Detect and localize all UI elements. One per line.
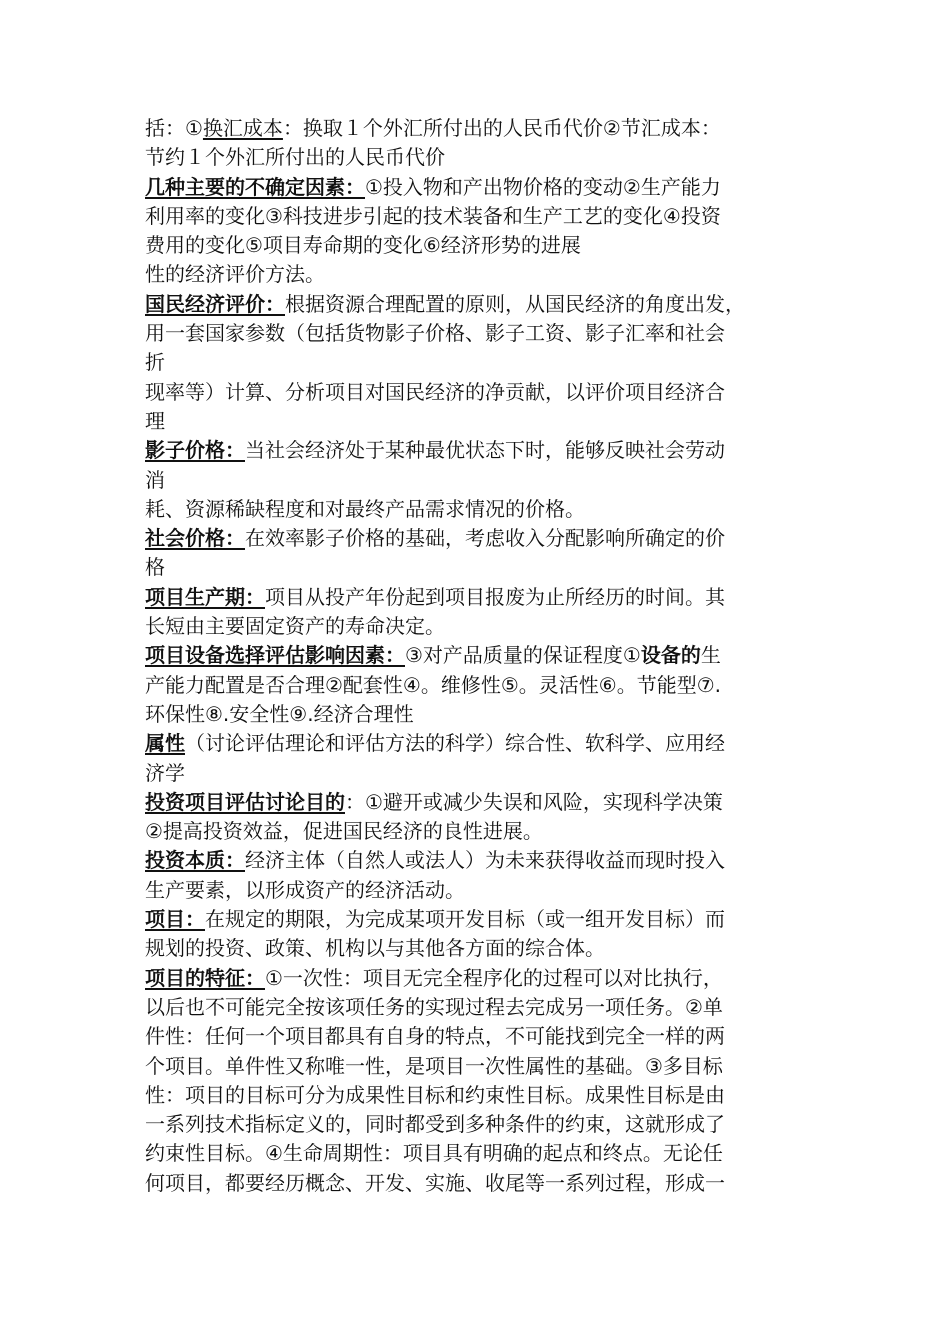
text-line: [145, 905, 810, 934]
text-line: [145, 290, 810, 319]
text-line: [145, 202, 810, 231]
text-segment: 规划的投资、政策、机构以与其他各方面的综合体。: [145, 936, 605, 961]
text-segment: 以后也不可能完全按该项任务的实现过程去完成另一项任务。②单: [145, 994, 723, 1019]
text-line: [145, 993, 810, 1022]
text-line: [145, 934, 810, 963]
text-line: [145, 1052, 810, 1081]
text-segment: 约束性目标。④生命周期性：项目具有明确的起点和终点。无论任: [145, 1141, 723, 1166]
text-segment: 现率等）计算、分析项目对国民经济的净贡献，以评价项目经济合: [145, 379, 725, 404]
text-line: [145, 788, 810, 817]
text-line: [145, 114, 810, 143]
text-segment: ①投入物和产出物价格的变动②生产能力: [365, 174, 721, 199]
text-line: [145, 641, 810, 670]
text-segment: ：换取１个外汇所付出的人民币代价②节汇成本：: [282, 116, 721, 140]
text-segment: 一系列技术指标定义的，同时都受到多种条件的约束，这就形成了: [145, 1112, 725, 1137]
text-segment: ：①避开或减少失误和风险，实现科学决策: [345, 789, 723, 814]
text-segment: 在效率影子价格的基础，考虑收入分配影响所确定的价: [245, 526, 725, 551]
text-segment: 当社会经济处于某种最优状态下时，能够反映社会劳动: [245, 438, 725, 463]
term-heading: 投资本质：: [145, 848, 245, 873]
text-line: [145, 173, 810, 202]
text-line: [145, 964, 810, 993]
term-heading: 项目生产期：: [145, 584, 265, 609]
text-line: [145, 759, 810, 788]
text-segment: ②提高投资效益，促进国民经济的良性进展。: [145, 819, 543, 844]
text-segment: 换汇成本: [202, 116, 283, 140]
text-segment: 设备的: [640, 643, 701, 668]
text-line: [145, 876, 810, 905]
text-line: [145, 466, 810, 495]
term-heading: 影子价格：: [145, 438, 245, 463]
text-segment: 性：项目的目标可分为成果性目标和约束性目标。成果性目标是由: [145, 1082, 725, 1107]
text-segment: 个项目。单件性又称唯一性，是项目一次性属性的基础。③多目标: [145, 1053, 723, 1078]
text-segment: 环保性⑧.安全性⑨.经济合理性: [145, 701, 414, 726]
text-segment: 利用率的变化③科技进步引起的技术装备和生产工艺的变化④投资: [145, 203, 721, 228]
text-line: [145, 817, 810, 846]
text-segment: 经济主体（自然人或法人）为未来获得收益而现时投入: [245, 848, 725, 873]
text-segment: 格: [145, 555, 165, 580]
text-segment: 用一套国家参数（包括货物影子价格、影子工资、影子汇率和社会: [145, 321, 725, 346]
text-line: [145, 700, 810, 729]
text-line: [145, 612, 810, 641]
term-heading: 几种主要的不确定因素：: [145, 174, 365, 199]
term-heading: 国民经济评价：: [145, 291, 285, 316]
text-line: [145, 495, 810, 524]
text-segment: 何项目，都要经历概念、开发、实施、收尾等一系列过程，形成一: [145, 1170, 725, 1195]
term-heading: 项目的特征：: [145, 965, 265, 990]
text-line: [145, 524, 810, 553]
text-line: [145, 846, 810, 875]
term-heading: 项目：: [145, 907, 205, 932]
text-line: [145, 1139, 810, 1168]
text-line: [145, 436, 810, 465]
text-line: [145, 583, 810, 612]
text-segment: 根据资源合理配置的原则，从国民经济的角度出发，: [285, 291, 745, 316]
text-line: [145, 671, 810, 700]
text-line: [145, 231, 810, 260]
text-segment: 在规定的期限，为完成某项开发目标（或一组开发目标）而: [205, 907, 725, 932]
text-line: [145, 319, 810, 348]
text-line: [145, 143, 810, 172]
text-line: [145, 260, 810, 289]
text-segment: 折: [145, 350, 165, 375]
text-segment: 费用的变化⑤项目寿命期的变化⑥经济形势的进展: [145, 233, 581, 258]
text-line: [145, 378, 810, 407]
text-line: [145, 348, 810, 377]
text-line: [145, 407, 810, 436]
text-segment: （讨论评估理论和评估方法的科学）综合性、软科学、应用经: [185, 731, 725, 756]
text-line: [145, 553, 810, 582]
text-segment: ③对产品质量的保证程度①: [405, 643, 641, 668]
text-line: [145, 1081, 810, 1110]
text-segment: 理: [145, 408, 165, 433]
text-segment: 耗、资源稀缺程度和对最终产品需求情况的价格。: [145, 496, 585, 521]
text-segment: 节约１个外汇所付出的人民币代价: [145, 145, 445, 170]
term-heading: 投资项目评估讨论目的: [145, 789, 345, 814]
text-segment: 生产要素，以形成资产的经济活动。: [145, 877, 465, 902]
text-line: [145, 1022, 810, 1051]
text-segment: 济学: [145, 760, 185, 785]
text-line: [145, 729, 810, 758]
term-heading: 社会价格：: [145, 526, 245, 551]
term-heading: 属性: [145, 731, 185, 756]
document-page: [145, 114, 810, 1198]
text-segment: ①一次性：项目无完全程序化的过程可以对比执行，: [265, 965, 723, 990]
text-segment: 产能力配置是否合理②配套性④。维修性⑤。灵活性⑥。节能型⑦.: [145, 672, 722, 697]
text-segment: 项目从投产年份起到项目报废为止所经历的时间。其: [265, 584, 725, 609]
term-heading: 项目设备选择评估影响因素：: [145, 643, 405, 668]
text-segment: 性的经济评价方法。: [145, 262, 325, 287]
text-line: [145, 1110, 810, 1139]
text-segment: 生: [700, 643, 721, 668]
text-segment: 件性：任何一个项目都具有自身的特点，不可能找到完全一样的两: [145, 1024, 725, 1049]
text-segment: 消: [145, 467, 165, 492]
text-line: [145, 1169, 810, 1198]
text-segment: 括：①: [145, 116, 203, 140]
text-segment: 长短由主要固定资产的寿命决定。: [145, 614, 445, 639]
